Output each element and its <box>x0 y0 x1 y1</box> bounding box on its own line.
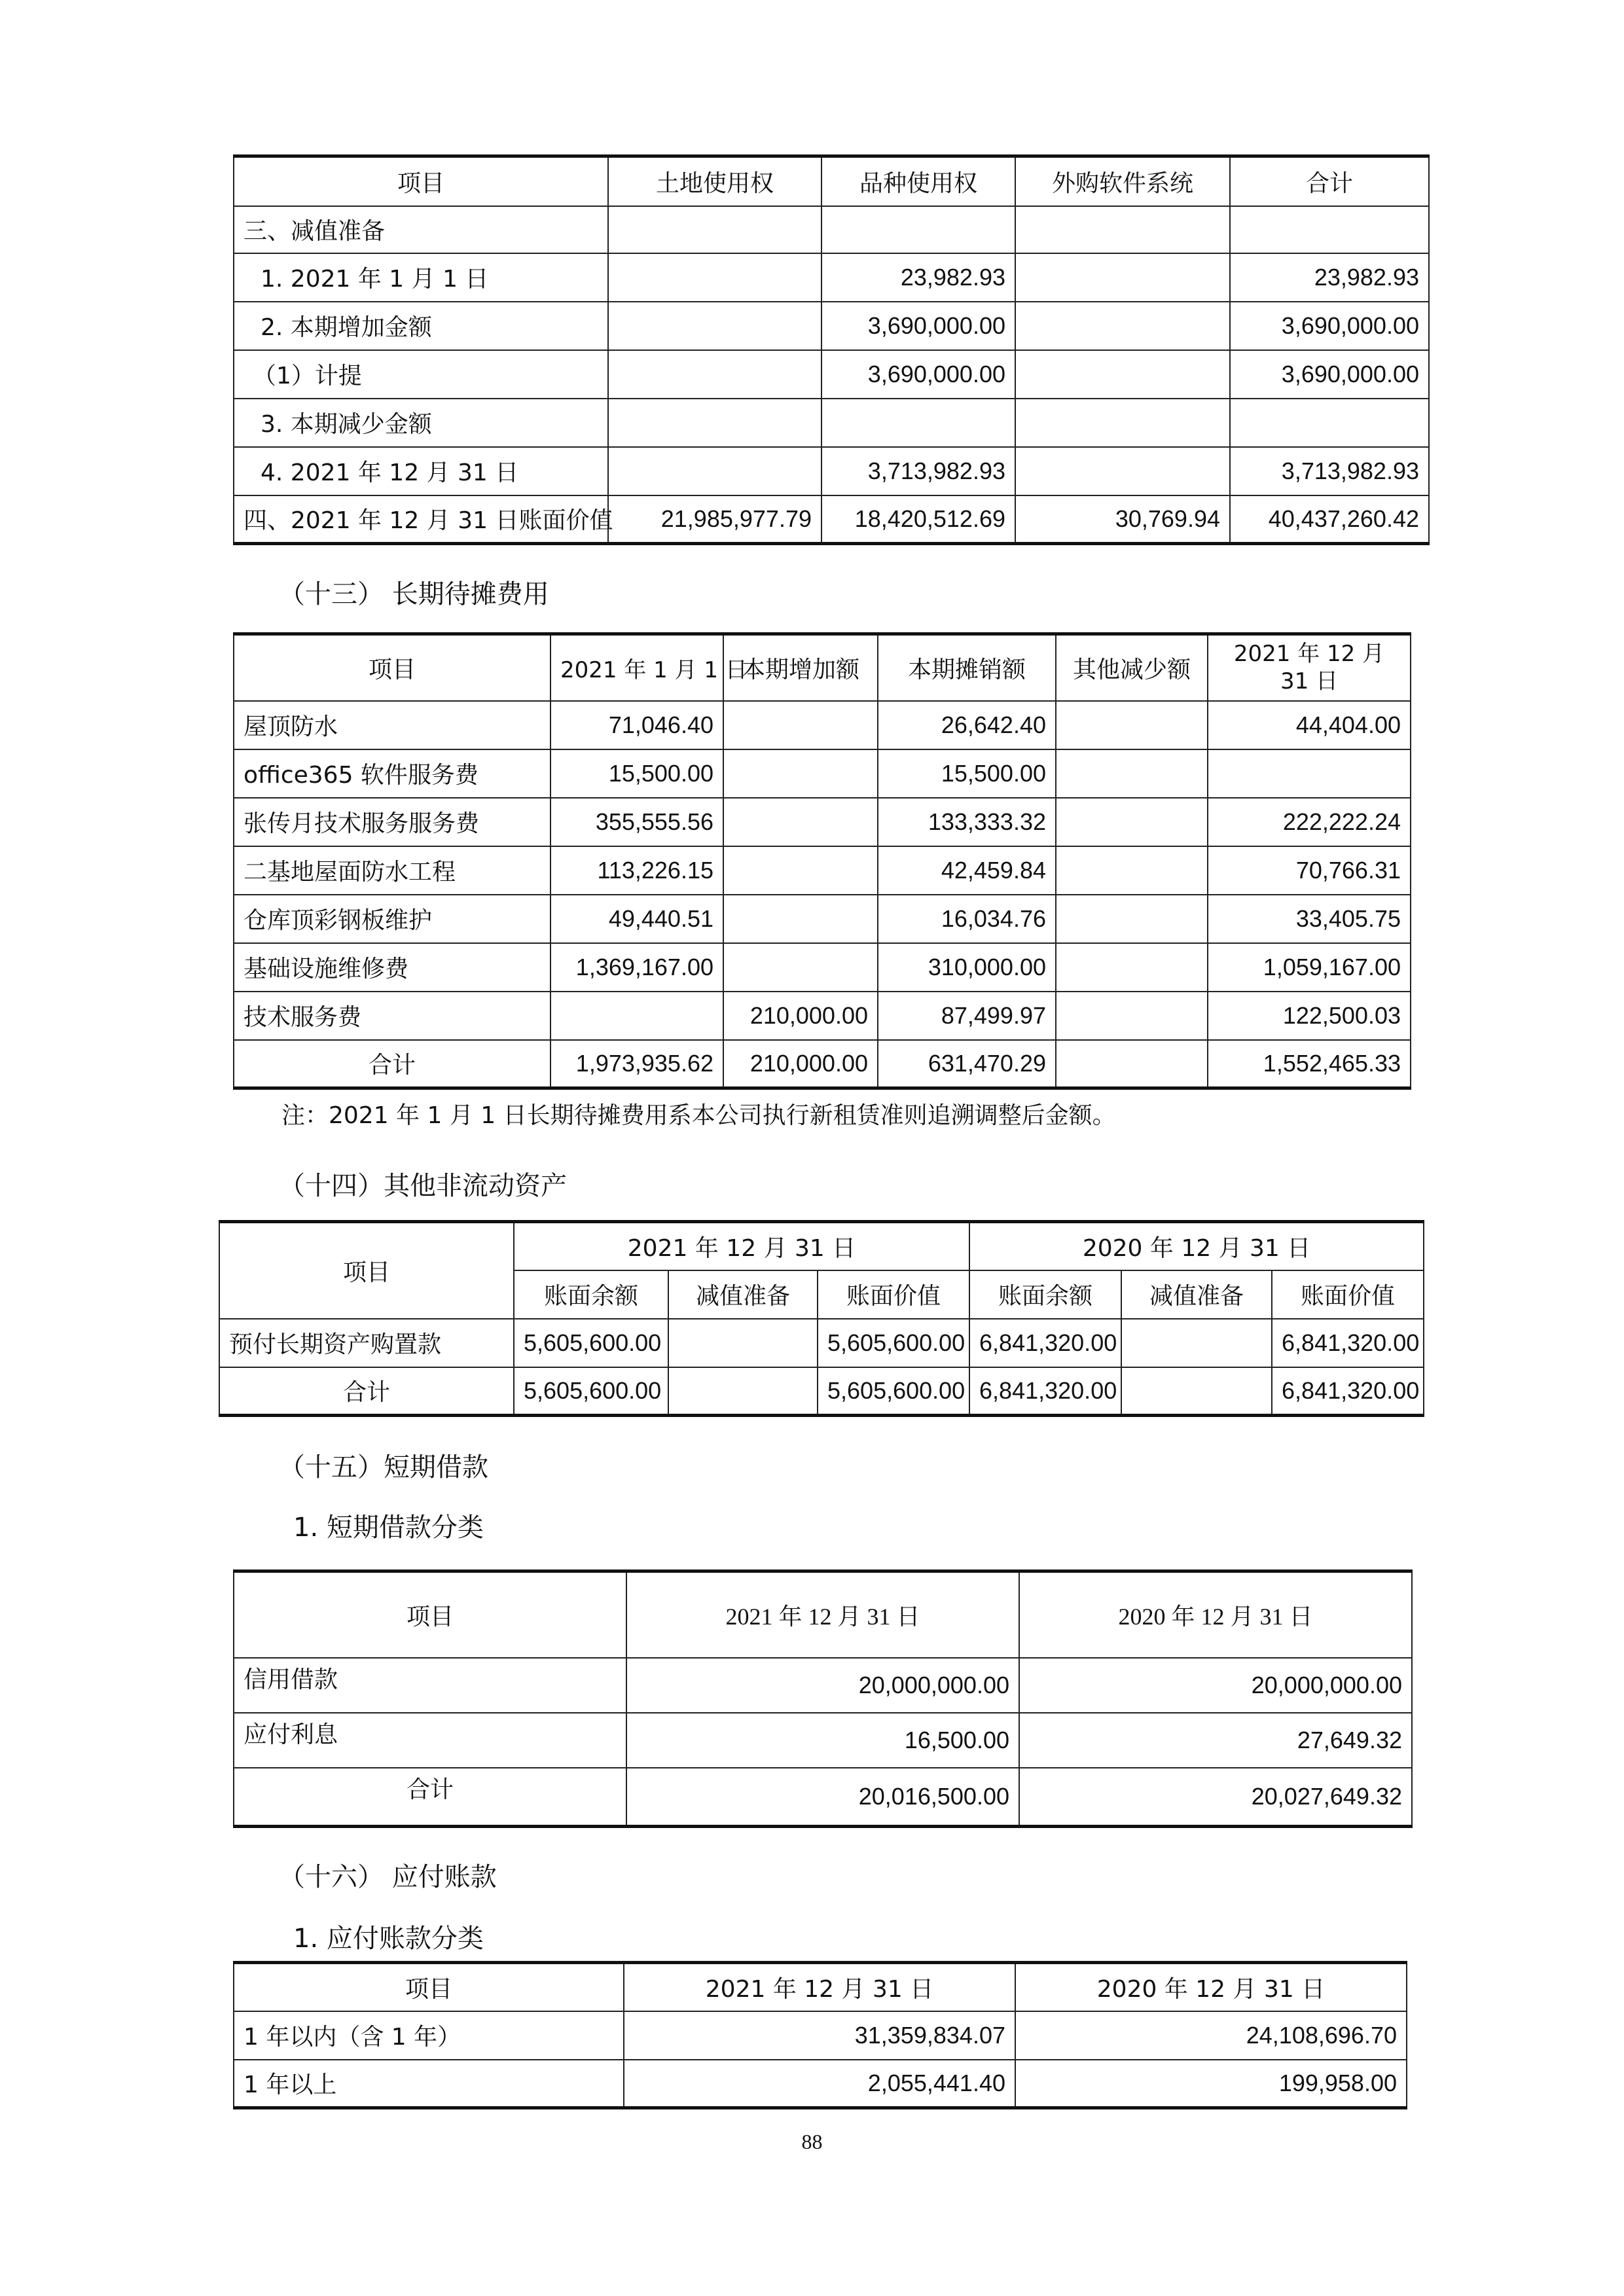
cell-value <box>1208 749 1411 798</box>
section-15-subheading: 1. 短期借款分类 <box>293 1513 484 1543</box>
cell-value <box>608 302 821 350</box>
header-cell: 账面余额 <box>514 1270 668 1319</box>
header-cell: 合计 <box>1230 156 1429 206</box>
accounts-payable-table <box>233 1961 1407 2109</box>
table-row <box>234 1658 1412 1713</box>
row-label: 技术服务费 <box>234 992 550 1040</box>
header-cell: 2021 年 12 月 31 日 <box>1208 634 1411 701</box>
table-row <box>234 895 1411 943</box>
cell-value: 1,059,167.00 <box>1208 943 1411 992</box>
header-cell: 项目 <box>234 1963 624 2011</box>
cell-value: 133,333.32 <box>878 798 1056 846</box>
cell-value: 3,690,000.00 <box>1230 302 1429 350</box>
header-cell: 2021 年 12 月 31 日 <box>624 1963 1015 2011</box>
cell-value: 20,016,500.00 <box>626 1768 1019 1827</box>
cell-value: 631,470.29 <box>878 1040 1056 1088</box>
cell-value: 42,459.84 <box>878 846 1056 895</box>
row-label: 1. 2021 年 1 月 1 日 <box>234 253 608 302</box>
row-label: 信用借款 <box>234 1658 626 1713</box>
long-term-prepaid-table <box>233 632 1411 1090</box>
cell-value: 31,359,834.07 <box>624 2011 1015 2060</box>
cell-value <box>1056 895 1208 943</box>
row-label: （1）计提 <box>234 350 608 399</box>
cell-value <box>821 399 1015 447</box>
cell-value: 113,226.15 <box>550 846 723 895</box>
cell-value: 21,985,977.79 <box>608 495 821 544</box>
cell-value <box>723 798 878 846</box>
cell-value: 5,605,600.00 <box>514 1367 668 1416</box>
cell-value: 222,222.24 <box>1208 798 1411 846</box>
row-label: 1 年以上 <box>234 2060 624 2108</box>
cell-value <box>608 350 821 399</box>
row-label: 3. 本期减少金额 <box>234 399 608 447</box>
cell-value: 20,000,000.00 <box>626 1658 1019 1713</box>
section-13-heading: （十三） 长期待摊费用 <box>279 579 549 609</box>
cell-value: 16,500.00 <box>626 1713 1019 1768</box>
table-row <box>234 447 1429 495</box>
header-cell: 账面余额 <box>969 1270 1121 1319</box>
cell-value <box>723 943 878 992</box>
cell-value: 199,958.00 <box>1015 2060 1407 2108</box>
header-cell: 本期摊销额 <box>878 634 1056 701</box>
cell-value <box>608 399 821 447</box>
cell-value: 33,405.75 <box>1208 895 1411 943</box>
header-cell: 减值准备 <box>668 1270 818 1319</box>
table-header-row <box>234 1963 1407 2011</box>
table-row <box>234 701 1411 749</box>
cell-value: 23,982.93 <box>1230 253 1429 302</box>
table-row <box>234 495 1429 544</box>
cell-value <box>608 447 821 495</box>
row-label: 仓库顶彩钢板维护 <box>234 895 550 943</box>
cell-value: 20,027,649.32 <box>1019 1768 1412 1827</box>
cell-value: 355,555.56 <box>550 798 723 846</box>
cell-value <box>608 206 821 253</box>
other-noncurrent-assets-table <box>219 1220 1424 1417</box>
table-row <box>234 399 1429 447</box>
header-cell: 品种使用权 <box>821 156 1015 206</box>
row-label: 基础设施维修费 <box>234 943 550 992</box>
row-label: 合计 <box>234 1040 550 1088</box>
header-cell: 2020 年 12 月 31 日 <box>1015 1963 1407 2011</box>
row-label: 三、减值准备 <box>234 206 608 253</box>
cell-value: 1,552,465.33 <box>1208 1040 1411 1088</box>
cell-value <box>723 895 878 943</box>
table-row <box>234 992 1411 1040</box>
cell-value <box>608 253 821 302</box>
header-cell: 项目 <box>234 634 550 701</box>
cell-value: 87,499.97 <box>878 992 1056 1040</box>
cell-value <box>821 206 1015 253</box>
cell-value: 40,437,260.42 <box>1230 495 1429 544</box>
cell-value <box>1015 302 1230 350</box>
cell-value: 24,108,696.70 <box>1015 2011 1407 2060</box>
cell-value: 6,841,320.00 <box>969 1319 1121 1367</box>
header-cell: 项目 <box>234 1571 626 1658</box>
header-cell: 项目 <box>234 156 608 206</box>
header-cell: 外购软件系统 <box>1015 156 1230 206</box>
cell-value <box>550 992 723 1040</box>
row-label: 2. 本期增加金额 <box>234 302 608 350</box>
cell-value <box>1056 943 1208 992</box>
cell-value <box>1056 1040 1208 1088</box>
cell-value <box>1056 798 1208 846</box>
cell-value <box>1056 992 1208 1040</box>
cell-value: 6,841,320.00 <box>1272 1319 1424 1367</box>
cell-value <box>723 701 878 749</box>
cell-value: 3,690,000.00 <box>821 302 1015 350</box>
cell-value: 15,500.00 <box>550 749 723 798</box>
cell-value <box>668 1319 818 1367</box>
header-cell: 项目 <box>219 1222 514 1319</box>
cell-value <box>1121 1367 1272 1416</box>
section-15-heading: （十五）短期借款 <box>279 1452 488 1482</box>
cell-value: 49,440.51 <box>550 895 723 943</box>
cell-value: 3,690,000.00 <box>1230 350 1429 399</box>
table-row <box>234 798 1411 846</box>
table-row <box>234 2011 1407 2060</box>
cell-value <box>1015 253 1230 302</box>
header-group-2021: 2021 年 12 月 31 日 <box>514 1222 969 1270</box>
row-label: 合计 <box>219 1367 514 1416</box>
cell-value: 6,841,320.00 <box>1272 1367 1424 1416</box>
row-label: office365 软件服务费 <box>234 749 550 798</box>
table-row <box>234 302 1429 350</box>
cell-value <box>1230 206 1429 253</box>
row-label: 4. 2021 年 12 月 31 日 <box>234 447 608 495</box>
cell-value: 71,046.40 <box>550 701 723 749</box>
cell-value: 5,605,600.00 <box>514 1319 668 1367</box>
cell-value: 6,841,320.00 <box>969 1367 1121 1416</box>
table-header-row <box>234 634 1411 701</box>
header-cell: 账面价值 <box>1272 1270 1424 1319</box>
header-group-2020: 2020 年 12 月 31 日 <box>969 1222 1424 1270</box>
table-header-row <box>234 1571 1412 1658</box>
table-header-row <box>234 156 1429 206</box>
cell-value: 70,766.31 <box>1208 846 1411 895</box>
cell-value: 20,000,000.00 <box>1019 1658 1412 1713</box>
table-total-row <box>234 1040 1411 1088</box>
table-row <box>234 206 1429 253</box>
row-label: 预付长期资产购置款 <box>219 1319 514 1367</box>
cell-value <box>1015 399 1230 447</box>
table-row <box>234 350 1429 399</box>
page-number: 88 <box>801 2130 823 2153</box>
cell-value: 1,973,935.62 <box>550 1040 723 1088</box>
cell-value <box>1121 1319 1272 1367</box>
row-label: 合计 <box>234 1768 626 1827</box>
header-cell: 2020 年 12 月 31 日 <box>1019 1571 1412 1658</box>
cell-value <box>1056 846 1208 895</box>
row-label: 二基地屋面防水工程 <box>234 846 550 895</box>
table-row <box>234 749 1411 798</box>
header-cell: 本期增加额 <box>723 634 878 701</box>
table-row <box>219 1319 1424 1367</box>
cell-value: 27,649.32 <box>1019 1713 1412 1768</box>
cell-value: 310,000.00 <box>878 943 1056 992</box>
cell-value: 26,642.40 <box>878 701 1056 749</box>
cell-value <box>1015 447 1230 495</box>
table-total-row <box>219 1367 1424 1416</box>
section-16-subheading: 1. 应付账款分类 <box>293 1924 484 1954</box>
section-14-heading: （十四）其他非流动资产 <box>279 1171 567 1201</box>
cell-value <box>668 1367 818 1416</box>
cell-value: 2,055,441.40 <box>624 2060 1015 2108</box>
row-label: 屋顶防水 <box>234 701 550 749</box>
row-label: 四、2021 年 12 月 31 日账面价值 <box>234 495 608 544</box>
table-header-row <box>219 1222 1424 1270</box>
header-cell: 账面价值 <box>818 1270 969 1319</box>
header-cell: 其他减少额 <box>1056 634 1208 701</box>
cell-value <box>1015 350 1230 399</box>
header-cell: 2021 年 12 月 31 日 <box>626 1571 1019 1658</box>
row-label: 1 年以内（含 1 年） <box>234 2011 624 2060</box>
header-cell: 2021 年 1 月 1 日 <box>550 634 723 701</box>
cell-value: 3,713,982.93 <box>1230 447 1429 495</box>
header-cell: 减值准备 <box>1121 1270 1272 1319</box>
cell-value: 16,034.76 <box>878 895 1056 943</box>
cell-value: 44,404.00 <box>1208 701 1411 749</box>
cell-value <box>723 749 878 798</box>
cell-value: 30,769.94 <box>1015 495 1230 544</box>
short-term-borrowings-table <box>233 1570 1413 1828</box>
cell-value: 23,982.93 <box>821 253 1015 302</box>
table-row <box>234 1713 1412 1768</box>
cell-value <box>1056 701 1208 749</box>
cell-value: 122,500.03 <box>1208 992 1411 1040</box>
row-label: 张传月技术服务服务费 <box>234 798 550 846</box>
section-16-heading: （十六） 应付账款 <box>279 1862 497 1892</box>
cell-value <box>1230 399 1429 447</box>
cell-value <box>1015 206 1230 253</box>
cell-value: 3,713,982.93 <box>821 447 1015 495</box>
cell-value: 210,000.00 <box>723 992 878 1040</box>
table-note: 注：2021 年 1 月 1 日长期待摊费用系本公司执行新租赁准则追溯调整后金额。 <box>281 1102 1116 1129</box>
table-row <box>234 253 1429 302</box>
cell-value: 1,369,167.00 <box>550 943 723 992</box>
cell-value: 15,500.00 <box>878 749 1056 798</box>
cell-value: 5,605,600.00 <box>818 1367 969 1416</box>
cell-value <box>1056 749 1208 798</box>
cell-value <box>723 846 878 895</box>
cell-value: 5,605,600.00 <box>818 1319 969 1367</box>
table-total-row <box>234 1768 1412 1827</box>
table-row <box>234 943 1411 992</box>
header-cell: 土地使用权 <box>608 156 821 206</box>
table-row <box>234 846 1411 895</box>
cell-value: 18,420,512.69 <box>821 495 1015 544</box>
intangible-assets-table <box>233 154 1430 545</box>
cell-value: 210,000.00 <box>723 1040 878 1088</box>
row-label: 应付利息 <box>234 1713 626 1768</box>
cell-value: 3,690,000.00 <box>821 350 1015 399</box>
table-row <box>234 2060 1407 2108</box>
